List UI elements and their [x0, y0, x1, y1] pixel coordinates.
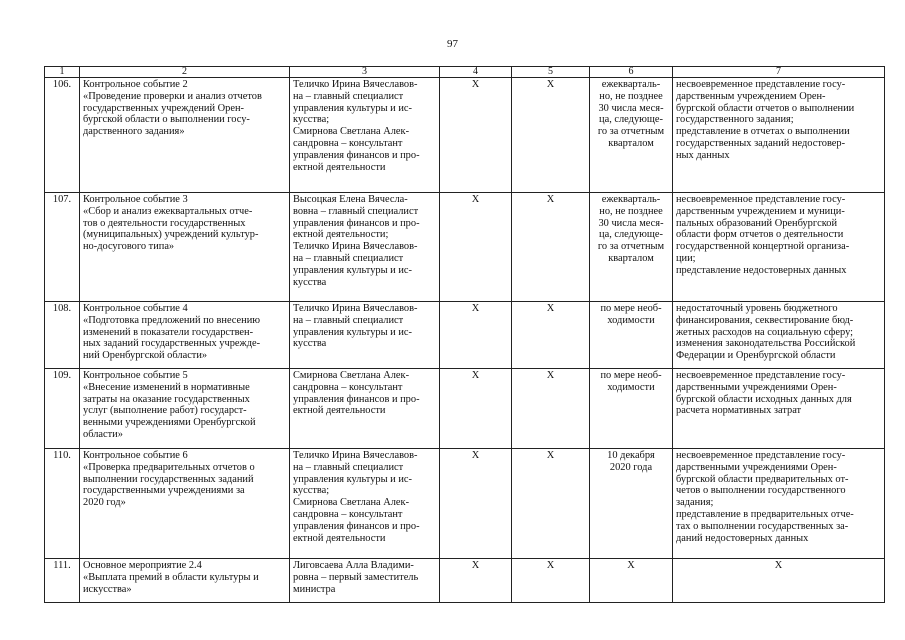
- event-line: «Проведение проверки и анализ отчетов: [83, 90, 262, 102]
- deadline-line: ежекварталь-: [601, 79, 661, 90]
- responsible-line: на – главный специалист: [293, 314, 404, 326]
- risk-line: расчета нормативных затрат: [676, 405, 802, 417]
- responsible-line: Высоцкая Елена Вячесла-: [293, 194, 408, 205]
- responsible-line: Теличко Ирина Вячеславов-: [293, 79, 418, 90]
- event-line: Контрольное событие 2: [83, 79, 188, 90]
- event-line: искусства»: [83, 583, 132, 595]
- event-line: бургской области о выполнении госу-: [83, 114, 250, 126]
- column-5-mark: X: [512, 78, 590, 193]
- row-number: 107.: [45, 193, 80, 302]
- responsible-line: Теличко Ирина Вячеславов-: [293, 450, 418, 461]
- risk-line: государственной концертной организа-: [676, 241, 850, 253]
- risk-line: изменения законодательства Российской: [676, 338, 856, 350]
- risk-line: X: [774, 560, 783, 571]
- risks-cell: [673, 449, 885, 559]
- event-line: Контрольное событие 5: [83, 370, 188, 381]
- deadline-line: 2020 года: [609, 461, 653, 473]
- column-number: 3: [290, 67, 440, 78]
- event-cell: [80, 559, 290, 603]
- column-number-row: [45, 67, 885, 78]
- event-cell: [80, 369, 290, 449]
- responsible-line: управления культуры и ис-: [293, 102, 412, 114]
- event-line: «Подготовка предложений по внесению: [83, 314, 261, 326]
- responsible-line: ектной деятельности: [293, 161, 386, 173]
- risk-line: представление в отчетах о выполнении: [676, 126, 850, 138]
- event-line: ных заданий государственных учрежде-: [83, 338, 261, 350]
- responsible-line: управления финансов и про-: [293, 149, 420, 161]
- risks-cell: [673, 302, 885, 369]
- deadline-line: но, не позднее: [599, 205, 663, 217]
- column-5-mark: X: [512, 302, 590, 369]
- event-cell: [80, 302, 290, 369]
- deadline-line: го за отчетным: [597, 126, 665, 138]
- responsible-line: Теличко Ирина Вячеславов-: [293, 303, 418, 314]
- responsible-line: ектной деятельности: [293, 532, 386, 544]
- event-line: области»: [83, 428, 123, 440]
- deadline-line: по мере необ-: [600, 370, 662, 381]
- row-number: 111.: [45, 559, 80, 603]
- responsible-cell: [290, 559, 440, 603]
- event-line: тов о деятельности государственных: [83, 217, 246, 229]
- risk-line: недостаточный уровень бюджетного: [676, 303, 838, 314]
- event-line: Контрольное событие 3: [83, 194, 188, 205]
- row-number: 106.: [45, 78, 80, 193]
- deadline-cell: [590, 302, 673, 369]
- responsible-line: ровна – первый заместитель: [293, 571, 419, 583]
- event-line: затраты на оказание государственных: [83, 393, 250, 405]
- risk-line: дарственными учреждениями Орен-: [676, 381, 837, 393]
- risk-line: дарственным учреждением и муници-: [676, 205, 845, 217]
- deadline-line: ежекварталь-: [601, 194, 661, 205]
- responsible-line: Смирнова Светлана Алек-: [293, 370, 410, 381]
- risks-cell: [673, 559, 885, 603]
- risk-line: финансирования, секвестирование бюд-: [676, 314, 854, 326]
- risk-line: ных данных: [676, 149, 730, 161]
- table-row: [45, 449, 885, 559]
- risks-cell: [673, 193, 885, 302]
- table-row: [45, 559, 885, 603]
- risk-line: жетных расходов на социальную сферу;: [676, 326, 854, 338]
- event-line: Контрольное событие 4: [83, 303, 188, 314]
- event-line: «Проверка предварительных отчетов о: [83, 461, 255, 473]
- risk-line: бургской области исходных данных для: [676, 393, 852, 405]
- deadline-cell: [590, 369, 673, 449]
- event-line: государственными учреждениями за: [83, 485, 245, 497]
- responsible-line: управления культуры и ис-: [293, 326, 412, 338]
- responsible-cell: [290, 449, 440, 559]
- risk-line: представление в предварительных отче-: [676, 508, 854, 520]
- responsible-line: вовна – главный специалист: [293, 205, 419, 217]
- responsible-line: ектной деятельности;: [293, 229, 389, 241]
- event-line: услуг (выполнение работ) государст-: [83, 405, 247, 417]
- event-line: выполнении государственных заданий: [83, 473, 254, 485]
- column-4-mark: X: [440, 302, 512, 369]
- event-line: «Выплата премий в области культуры и: [83, 571, 259, 583]
- event-line: дарственного задания»: [83, 126, 185, 138]
- responsible-line: управления культуры и ис-: [293, 264, 412, 276]
- column-number: 1: [45, 67, 80, 78]
- deadline-cell: [590, 559, 673, 603]
- responsible-cell: [290, 369, 440, 449]
- responsible-line: управления финансов и про-: [293, 393, 420, 405]
- responsible-line: министра: [293, 583, 336, 595]
- event-cell: [80, 78, 290, 193]
- responsible-line: Смирнова Светлана Алек-: [293, 126, 410, 138]
- page-number: 97: [447, 38, 458, 50]
- deadline-line: ходимости: [607, 381, 655, 393]
- risk-line: тах о выполнении государственных за-: [676, 520, 849, 532]
- deadline-cell: [590, 449, 673, 559]
- event-line: венными учреждениями Оренбургской: [83, 417, 256, 429]
- table-row: [45, 369, 885, 449]
- column-5-mark: X: [512, 449, 590, 559]
- event-line: государственных учреждений Орен-: [83, 102, 244, 114]
- column-number: 2: [80, 67, 290, 78]
- column-4-mark: X: [440, 449, 512, 559]
- table-row: [45, 302, 885, 369]
- deadline-cell: [590, 193, 673, 302]
- deadline-line: по мере необ-: [600, 303, 662, 314]
- event-cell: [80, 193, 290, 302]
- row-number: 108.: [45, 302, 80, 369]
- responsible-line: кусства: [293, 338, 327, 350]
- risks-cell: [673, 369, 885, 449]
- column-number: 4: [440, 67, 512, 78]
- responsible-cell: [290, 193, 440, 302]
- responsible-line: кусства;: [293, 485, 330, 497]
- deadline-line: 10 декабря: [607, 450, 655, 461]
- risk-line: государственных заданий недостовер-: [676, 137, 846, 149]
- event-line: 2020 год»: [83, 497, 126, 509]
- responsible-line: на – главный специалист: [293, 252, 404, 264]
- risk-line: ции;: [676, 252, 696, 264]
- column-number: 7: [673, 67, 885, 78]
- column-4-mark: X: [440, 369, 512, 449]
- deadline-line: X: [627, 560, 635, 571]
- column-4-mark: X: [440, 78, 512, 193]
- event-line: ний Оренбургской области»: [83, 350, 208, 362]
- responsible-line: сандровна – консультант: [293, 508, 403, 520]
- event-line: Основное мероприятие 2.4: [83, 560, 202, 571]
- table-row: [45, 193, 885, 302]
- column-5-mark: X: [512, 193, 590, 302]
- deadline-line: кварталом: [608, 252, 654, 264]
- event-line: Контрольное событие 6: [83, 450, 188, 461]
- event-line: «Внесение изменений в нормативные: [83, 381, 250, 393]
- risk-line: дарственным учреждением Орен-: [676, 90, 826, 102]
- responsible-line: кусства: [293, 276, 327, 288]
- responsible-line: сандровна – консультант: [293, 381, 403, 393]
- activities-table: [44, 66, 885, 603]
- column-4-mark: X: [440, 193, 512, 302]
- risk-line: даний недостоверных данных: [676, 532, 809, 544]
- responsible-line: управления финансов и про-: [293, 520, 420, 532]
- risk-line: несвоевременное представление госу-: [676, 79, 846, 90]
- risk-line: несвоевременное представление госу-: [676, 370, 846, 381]
- deadline-line: 30 числа меся-: [598, 102, 664, 114]
- deadline-line: но, не позднее: [599, 90, 663, 102]
- risk-line: четов о выполнении государственного: [676, 485, 846, 497]
- row-number: 109.: [45, 369, 80, 449]
- event-cell: [80, 449, 290, 559]
- deadline-line: ца, следующе-: [599, 229, 663, 241]
- responsible-line: на – главный специалист: [293, 90, 404, 102]
- deadline-line: ца, следующе-: [599, 114, 663, 126]
- risk-line: государственного задания;: [676, 114, 794, 126]
- column-4-mark: X: [440, 559, 512, 603]
- responsible-cell: [290, 78, 440, 193]
- table-row: [45, 78, 885, 193]
- risk-line: Федерации и Оренбургской области: [676, 350, 836, 362]
- risk-line: представление недостоверных данных: [676, 264, 847, 276]
- deadline-line: кварталом: [608, 137, 654, 149]
- responsible-line: Теличко Ирина Вячеславов-: [293, 241, 418, 253]
- responsible-line: сандровна – консультант: [293, 137, 403, 149]
- responsible-line: управления финансов и про-: [293, 217, 420, 229]
- risk-line: пальных образований Оренбургской: [676, 217, 838, 229]
- responsible-line: управления культуры и ис-: [293, 473, 412, 485]
- column-number: 6: [590, 67, 673, 78]
- event-line: но-досугового типа»: [83, 241, 175, 253]
- risk-line: несвоевременное представление госу-: [676, 450, 846, 461]
- risk-line: бургской области предварительных от-: [676, 473, 849, 485]
- responsible-cell: [290, 302, 440, 369]
- event-line: (муниципальных) учреждений культур-: [83, 229, 259, 241]
- row-number: 110.: [45, 449, 80, 559]
- responsible-line: кусства;: [293, 114, 330, 126]
- deadline-line: го за отчетным: [597, 241, 665, 253]
- responsible-line: на – главный специалист: [293, 461, 404, 473]
- risk-line: дарственными учреждениями Орен-: [676, 461, 837, 473]
- risks-cell: [673, 78, 885, 193]
- risk-line: бургской области отчетов о выполнении: [676, 102, 855, 114]
- deadline-line: 30 числа меся-: [598, 217, 664, 229]
- column-5-mark: X: [512, 369, 590, 449]
- risk-line: несвоевременное представление госу-: [676, 194, 846, 205]
- risk-line: области форм отчетов о деятельности: [676, 229, 844, 241]
- deadline-line: ходимости: [607, 314, 655, 326]
- event-line: «Сбор и анализ ежеквартальных отче-: [83, 205, 253, 217]
- column-5-mark: X: [512, 559, 590, 603]
- responsible-line: ектной деятельности: [293, 405, 386, 417]
- deadline-cell: [590, 78, 673, 193]
- responsible-line: Смирнова Светлана Алек-: [293, 497, 410, 509]
- column-number: 5: [512, 67, 590, 78]
- risk-line: задания;: [676, 497, 714, 509]
- event-line: изменений в показатели государствен-: [83, 326, 254, 338]
- responsible-line: Лиговсаева Алла Владими-: [293, 560, 414, 571]
